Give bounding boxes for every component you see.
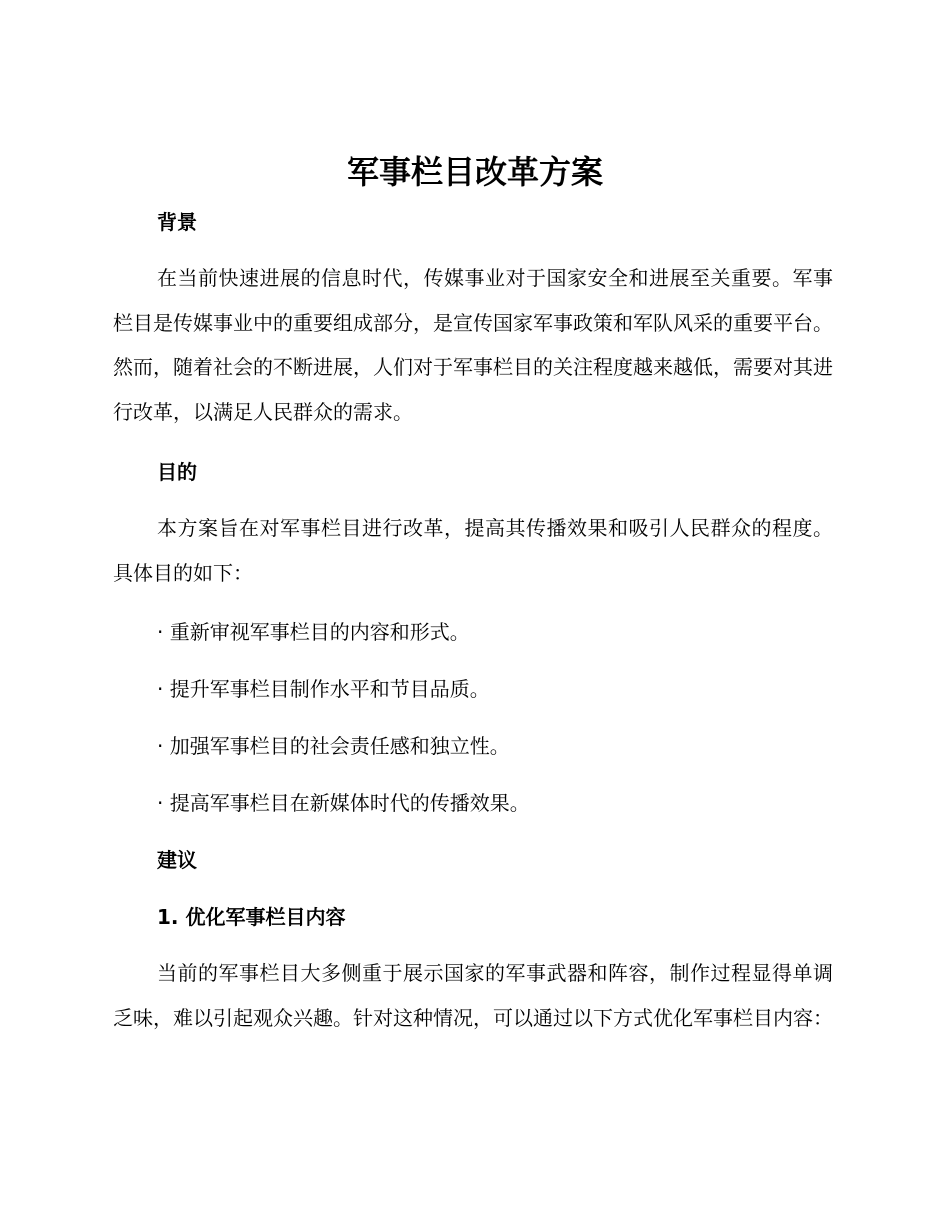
document-title: 军事栏目改革方案 [346,153,603,191]
list-item: · 提高军事栏目在新媒体时代的传播效果。 [157,791,530,815]
list-item: · 重新审视军事栏目的内容和形式。 [157,620,470,644]
section-heading-suggestions: 建议 [157,848,197,872]
list-item: · 加强军事栏目的社会责任感和独立性。 [157,734,510,758]
subsection-heading-optimize-content: 1. 优化军事栏目内容 [157,905,346,929]
paragraph-purpose: 本方案旨在对军事栏目进行改革，提高其传播效果和吸引人民群众的程度。具体目的如下： [113,516,833,585]
paragraph-optimize-content: 当前的军事栏目大多侧重于展示国家的军事武器和阵容，制作过程显得单调乏味，难以引起观众兴趣。针对这种情况，可以通过以下方式优化军事栏目内容： [113,961,833,1030]
list-item: · 提升军事栏目制作水平和节目品质。 [157,677,490,701]
section-heading-background: 背景 [157,210,197,234]
section-heading-purpose: 目的 [157,460,197,484]
paragraph-background: 在当前快速进展的信息时代，传媒事业对于国家安全和进展至关重要。军事栏目是传媒事业中的重要组成部分，是宣传国家军事政策和军队风采的重要平台。然而，随着社会的不断进展，人们对于军事栏目的关注程度越来越低，需要对其进行改革，以满足人民群众的需求。 [113,266,833,424]
